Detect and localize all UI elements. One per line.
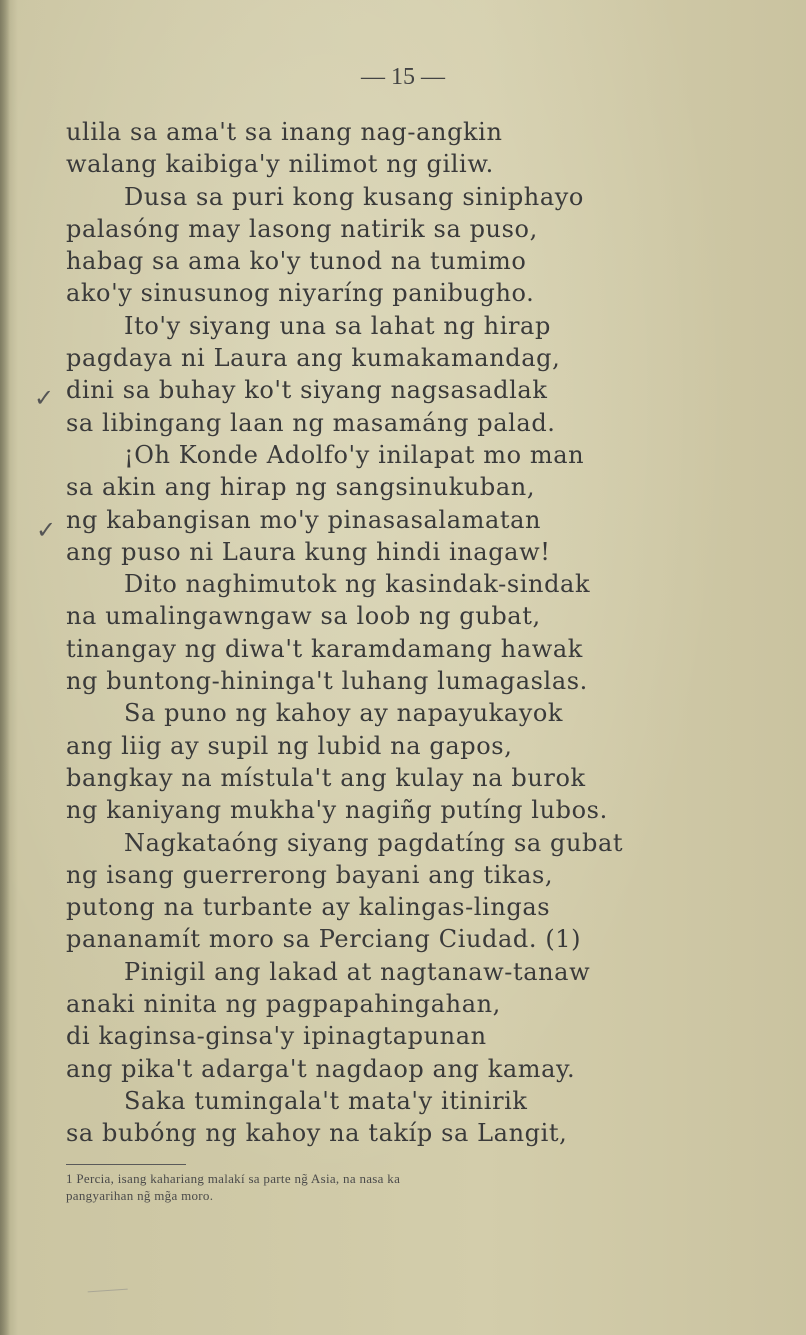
verse-line: ang puso ni Laura kung hindi inagaw! <box>66 537 551 566</box>
verse-line: habag sa ama ko'y tunod na tumimo <box>66 247 527 276</box>
stanza <box>66 568 686 697</box>
verse-line: palasóng may lasong natirik sa puso, <box>66 214 538 243</box>
verse-line: pananamít moro sa Perciang Ciudad. (1) <box>66 925 582 954</box>
verse-line: pagdaya ni Laura ang kumakamandag, <box>66 344 561 373</box>
verse-line: di kaginsa-ginsa'y ipinagtapunan <box>66 1022 487 1051</box>
stanza <box>66 697 686 826</box>
poem-text <box>66 116 686 1150</box>
ink-smudge <box>88 1289 129 1303</box>
verse-line: Dito naghimutok ng kasindak-sindak <box>124 570 591 599</box>
stanza <box>66 181 686 310</box>
margin-check-mark: ✓ <box>34 384 55 412</box>
verse-line: ng buntong-hininga't luhang lumagaslas. <box>66 667 588 696</box>
verse-line: ¡Oh Konde Adolfo'y inilapat mo man <box>124 440 585 469</box>
page-edge-shadow <box>0 0 10 1335</box>
verse-line: bangkay na místula't ang kulay na burok <box>66 763 586 792</box>
page-number: — 15 — <box>361 64 445 90</box>
footnote-line: 1 Percia, isang kahariang malakí sa parte ng̃ Asia, na nasa ka <box>66 1171 401 1186</box>
footnote-divider <box>66 1164 186 1165</box>
verse-line: ulila sa ama't sa inang nag-angkin <box>66 118 503 146</box>
verse-line: anaki ninita ng pagpapahingahan, <box>66 990 501 1019</box>
verse-line: sa libingang laan ng masamáng palad. <box>66 408 556 437</box>
verse-line: putong na turbante ay kalingas-lingas <box>66 893 551 922</box>
stanza <box>66 956 686 1085</box>
stanza <box>66 1085 686 1150</box>
verse-line: Saka tumingala't mata'y itinirik <box>124 1086 528 1115</box>
verse-line: tinangay ng diwa't karamdamang hawak <box>66 634 583 663</box>
verse-line: ng isang guerrerong bayani ang tikas, <box>66 860 554 889</box>
verse-line: Ito'y siyang una sa lahat ng hirap <box>124 311 551 340</box>
footnote-line: pangyarihan ng̃ mg̃a moro. <box>66 1188 214 1203</box>
verse-line: ng kaniyang mukha'y nagiñg putíng lubos. <box>66 796 608 825</box>
stanza <box>66 310 686 439</box>
stanza <box>66 827 686 956</box>
margin-check-mark: ✓ <box>36 516 57 544</box>
verse-line: ang liig ay supil ng lubid na gapos, <box>66 731 513 760</box>
stanza <box>66 116 686 181</box>
verse-line: sa bubóng ng kahoy na takíp sa Langit, <box>66 1119 568 1148</box>
stanza <box>66 439 686 568</box>
verse-line: Dusa sa puri kong kusang siniphayo <box>124 182 584 211</box>
verse-line: sa akin ang hirap ng sangsinukuban, <box>66 473 536 502</box>
verse-line: dini sa buhay ko't siyang nagsasadlak <box>66 376 548 405</box>
footnote <box>66 1170 696 1204</box>
verse-line: walang kaibiga'y nilimot ng giliw. <box>66 150 494 179</box>
verse-line: ng kabangisan mo'y pinasasalamatan <box>66 505 542 534</box>
verse-line: ang pika't adarga't nagdaop ang kamay. <box>66 1054 576 1083</box>
verse-line: ako'y sinusunog niyaríng panibugho. <box>66 279 535 308</box>
verse-line: na umalingawngaw sa loob ng gubat, <box>66 602 541 631</box>
verse-line: Sa puno ng kahoy ay napayukayok <box>124 699 564 728</box>
verse-line: Pinigil ang lakad at nagtanaw-tanaw <box>124 957 591 986</box>
verse-line: Nagkataóng siyang pagdatíng sa gubat <box>124 828 624 857</box>
